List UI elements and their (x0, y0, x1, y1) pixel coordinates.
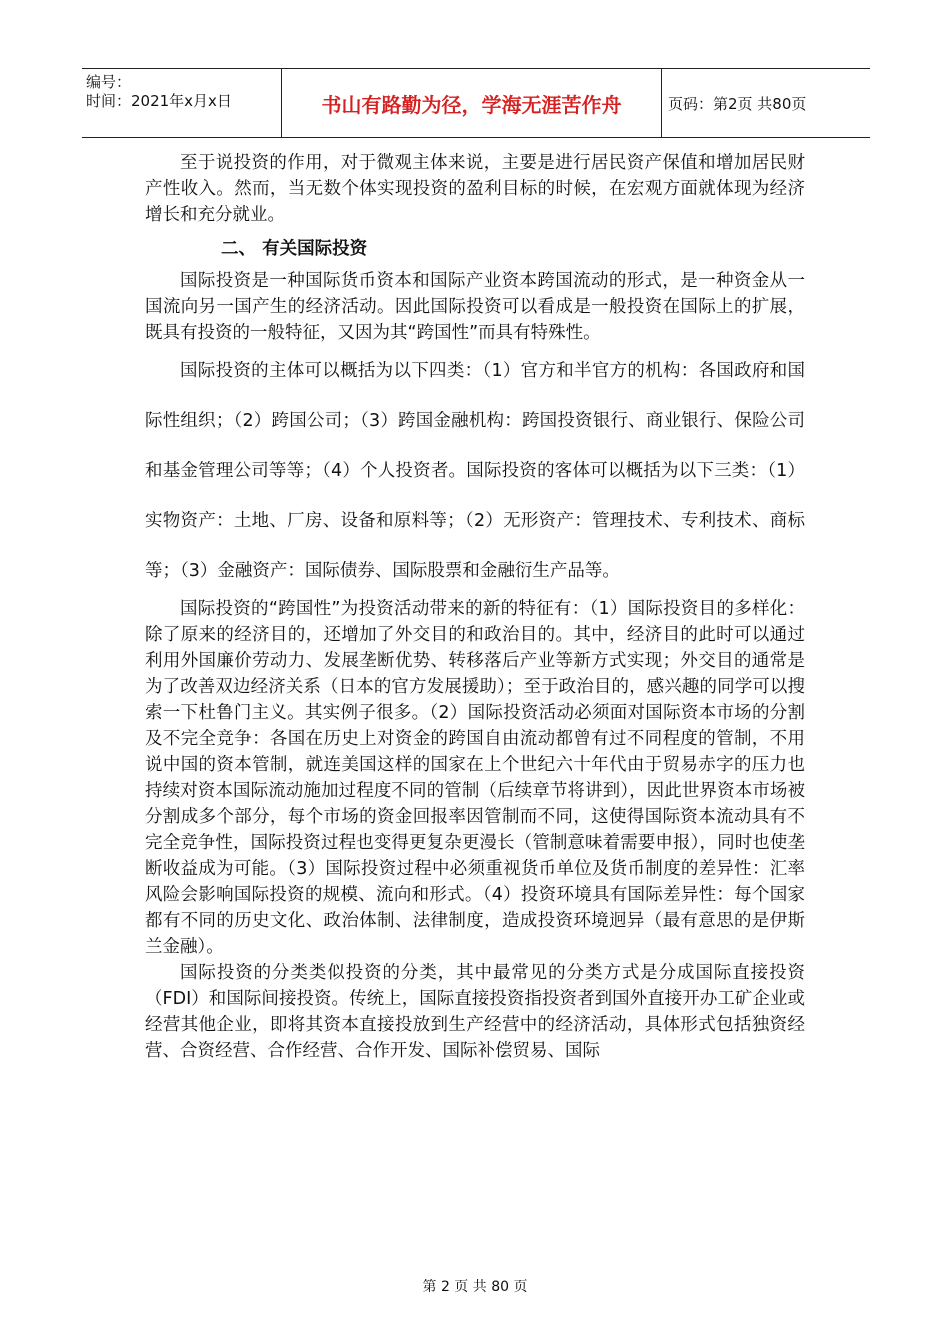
section-heading: 二、 有关国际投资 (221, 239, 368, 259)
header-number-label: 编号： (86, 73, 132, 91)
paragraph-intl-investment-definition: 国际投资是一种国际货币资本和国际产业资本跨国流动的形式，是一种资金从一国流向另一国产生的经济活动。因此国际投资可以看成是一般投资在国际上的扩展，既具有投资的一般特征，又因为其“跨国性”而具有特殊性。 (145, 271, 805, 343)
page-footer: 第 2 页 共 80 页 (422, 1279, 528, 1295)
document-body (145, 150, 805, 1064)
paragraph-subjects-objects: 国际投资的主体可以概括为以下四类：（1）官方和半官方的机构：各国政府和国际性组织；（2）跨国公司；（3）跨国金融机构：跨国投资银行、商业银行、保险公司和基金管理公司等等；（4）个人投资者。国际投资的客体可以概括为以下三类：（1）实物资产：土地、厂房、设备和原料等；（2）无形资产：管理技术、专利技术、商标等；（3）金融资产：国际债券、国际股票和金融衍生产品等。 (145, 361, 805, 581)
header-date-label: 时间：2021年x月x日 (86, 92, 232, 110)
paragraph-features: 国际投资的“跨国性”为投资活动带来的新的特征有：（1）国际投资目的多样化：除了原来的经济目的，还增加了外交目的和政治目的。其中，经济目的此时可以通过利用外国廉价劳动力、发展垄断优势、转移落后产业等新方式实现；外交目的通常是为了改善双边经济关系（日本的官方发展援助）；至于政治目的，感兴趣的同学可以搜索一下杜鲁门主义。其实例子很多。（2）国际投资活动必须面对国际资本市场的分割及不完全竞争：各国在历史上对资金的跨国自由流动都曾有过不同程度的管制，不用说中国的资本管制，就连美国这样的国家在上个世纪六十年代由于贸易赤字的压力也持续对资本国际流动施加过程度不同的管制（后续章节将讲到），因此世界资本市场被分割成多个部分，每个市场的资金回报率因管制而不同，这使得国际资本流动具有不完全竞争性，国际投资过程也变得更复杂更漫长（管制意味着需要申报），同时也使垄断收益成为可能。（3）国际投资过程中必须重视货币单位及货币制度的差异性：汇率风险会影响国际投资的规模、流向和形式。（4）投资环境具有国际差异性：每个国家都有不同的历史文化、政治体制、法律制度，造成投资环境迥异（最有意思的是伊斯兰金融）。 (145, 599, 805, 957)
header-page-label: 页码：第2页 共80页 (668, 94, 807, 113)
paragraph-investment-role: 至于说投资的作用，对于微观主体来说，主要是进行居民资产保值和增加居民财产性收入。然而，当无数个体实现投资的盈利目标的时候，在宏观方面就体现为经济增长和充分就业。 (145, 153, 805, 225)
page-header (82, 68, 870, 138)
header-motto: 书山有路勤为径，学海无涯苦作舟 (282, 69, 662, 137)
header-info (82, 69, 282, 137)
paragraph-classification: 国际投资的分类类似投资的分类，其中最常见的分类方式是分成国际直接投资（FDI）和国际间接投资。传统上，国际直接投资指投资者到国外直接开办工矿企业或经营其他企业，即将其资本直接投放到生产经营中的经济活动，具体形式包括独资经营、合资经营、合作经营、合作开发、国际补偿贸易、国际 (145, 963, 805, 1061)
